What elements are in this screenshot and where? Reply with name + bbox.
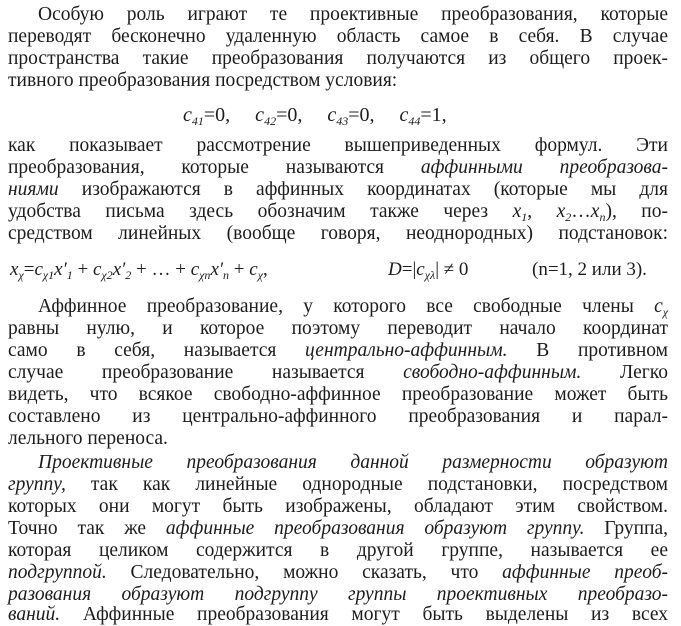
p4-theorem-projective: Проективные преобразования данной размерности образуют (38, 452, 668, 473)
p4-theorem-subgroup-cont: разования образуют подгруппу группы проективных преобразо- (8, 584, 668, 605)
paragraph1-line3: пространства такие преобразования получаются из общего проек- (8, 48, 668, 69)
eq2-dots: + … + (131, 259, 191, 280)
eq1-val43: =0, (348, 104, 375, 126)
eq1-c42: c (255, 104, 265, 126)
p2-term-affine-end: ниями (8, 179, 59, 200)
p2-x2-sub: 2 (565, 210, 572, 224)
equation-condition (532, 258, 647, 282)
eq2-lhs: x (10, 259, 19, 280)
p3-text: случае преобразование называется (8, 362, 404, 383)
eq2-xn: x′ (210, 259, 224, 280)
paragraph3-line5: видеть, что всякое свободно-аффинное преобразование может быть (8, 384, 668, 405)
p4-text: так как линейные однородные подстановки, посредством (65, 474, 668, 495)
paragraph4-line3: которых они могут быть изображены, обладают этим свойством. (8, 496, 668, 517)
p3-c-sub: χ (662, 305, 668, 319)
eq2-det-c-sub: χλ (424, 268, 436, 282)
p2-term-affine: аффинными преобразова- (420, 157, 668, 178)
eq2-xn-sub: n (223, 268, 230, 282)
eq2-condition: (n=1, 2 или 3). (532, 259, 647, 280)
paragraph3-line2: равны нулю, и которое поэтому переводит начало координат (8, 318, 668, 339)
p2-comma: , (527, 201, 557, 222)
eq2-det: D (388, 259, 402, 280)
p4-text: Группа, (584, 518, 668, 539)
paragraph3-line7: лельного переноса. (8, 428, 168, 449)
paragraph4-line8 (8, 604, 668, 626)
p2-dots: … (571, 201, 591, 222)
eq2-x2-sub: 2 (125, 268, 132, 282)
p3-text: Аффинное преобразование, у которого все свободные члены (38, 296, 655, 317)
eq2-x1-sub: 1 (66, 268, 73, 282)
p4-theorem-subgroup-end: ваний. (8, 604, 61, 625)
p4-term-group: группу, (8, 474, 66, 495)
p3-term-free: свободно-аффинным. (403, 362, 582, 383)
eq2-cn: c (190, 259, 200, 280)
equation-determinant (388, 258, 468, 287)
eq2-det-ne: | ≠ 0 (435, 259, 469, 280)
paragraph4-line1 (38, 452, 668, 474)
eq2-plus: + (72, 259, 93, 280)
p3-text: само в себя, называется (8, 340, 306, 361)
eq1-c43: c (327, 104, 337, 126)
eq2-c1: c (34, 259, 43, 280)
equation-c-conditions (183, 103, 447, 133)
eq1-val44: =1, (420, 104, 447, 126)
eq2-plus2: + (229, 259, 250, 280)
eq1-c41: c (183, 104, 192, 126)
p4-text: Следовательно, можно сказать, что (106, 562, 503, 583)
paragraph4-line2 (8, 474, 668, 496)
eq1-c44: c (399, 104, 409, 126)
paragraph3-line6: составлено из центрально-аффинного преобразования и парал- (8, 406, 668, 427)
p3-term-central: центрально-аффинным. (305, 340, 508, 361)
eq2-c1-sub: χ1 (42, 268, 55, 282)
eq2-equals: = (23, 259, 35, 280)
eq1-sub42: 42 (264, 114, 277, 128)
p2-x2: x (556, 201, 566, 222)
eq1-val41: =0, (203, 104, 231, 126)
p4-theorem-affine: аффинные преобразования образуют группу. (165, 518, 585, 539)
eq1-sub41: 41 (191, 114, 204, 128)
paragraph3-line3 (8, 340, 668, 362)
equation-affine-substitution (10, 258, 268, 287)
p2-text: ), по- (605, 201, 668, 222)
eq2-det-eq: =| (401, 259, 417, 280)
eq2-lhs-sub: χ (18, 268, 24, 282)
paragraph2-line5: средством линейных (вообще говоря, неоднородных) подстановок: (8, 223, 668, 244)
p2-xn-sub: n (599, 210, 606, 224)
p3-text: В противном (507, 340, 668, 361)
eq2-c2-sub: χ2 (101, 268, 113, 282)
eq2-c-free: c (249, 259, 258, 280)
paragraph1-line4: тивного преобразования посредством условия: (8, 70, 398, 91)
paragraph1-line2: переводят бесконечно удаленную область самое в себя. В случае (8, 26, 668, 47)
eq1-val42: =0, (276, 104, 303, 126)
eq2-cn-sub: χn (199, 268, 211, 282)
paragraph2-line3 (8, 179, 668, 201)
p2-x1-sub: 1 (521, 210, 528, 224)
paragraph3-line4 (8, 362, 668, 384)
p4-text: Аффинные преобразования могут быть выделены из всех (60, 604, 668, 625)
paragraph2-line1: как показывает рассмотрение вышеприведенных формул. Эти (8, 135, 668, 156)
eq2-det-c: c (416, 259, 425, 280)
eq2-c-free-sub: χ (257, 268, 263, 282)
p3-c: c (654, 296, 663, 317)
paragraph4-line4 (8, 518, 668, 540)
paragraph4-line6 (8, 562, 668, 584)
paragraph4-line7 (8, 584, 668, 606)
paragraph2-line2 (8, 157, 668, 179)
p4-text: Точно так же (8, 518, 166, 539)
p2-xn: x (590, 201, 600, 222)
eq2-comma: , (262, 259, 268, 280)
eq2-c2: c (92, 259, 102, 280)
paragraph1-line1: Особую роль играют те проективные преобразования, которые (38, 4, 668, 25)
p4-theorem-subgroup: аффинные преоб- (502, 562, 668, 583)
eq1-sub44: 44 (408, 114, 421, 128)
eq2-x1: x′ (54, 259, 67, 280)
p2-x1: x (512, 201, 522, 222)
eq2-x2: x′ (112, 259, 126, 280)
p3-text: Легко (581, 362, 668, 383)
p2-text: преобразования, которые называются (8, 157, 421, 178)
paragraph4-line5: которая целиком содержится в другой группе, называется ее (8, 540, 668, 561)
p2-text: изображаются в аффинных координатах (которые мы для (58, 179, 668, 200)
p2-text: удобства письма здесь обозначим также через (8, 201, 513, 222)
p4-term-subgroup: подгруппой. (8, 562, 107, 583)
eq1-sub43: 43 (336, 114, 349, 128)
